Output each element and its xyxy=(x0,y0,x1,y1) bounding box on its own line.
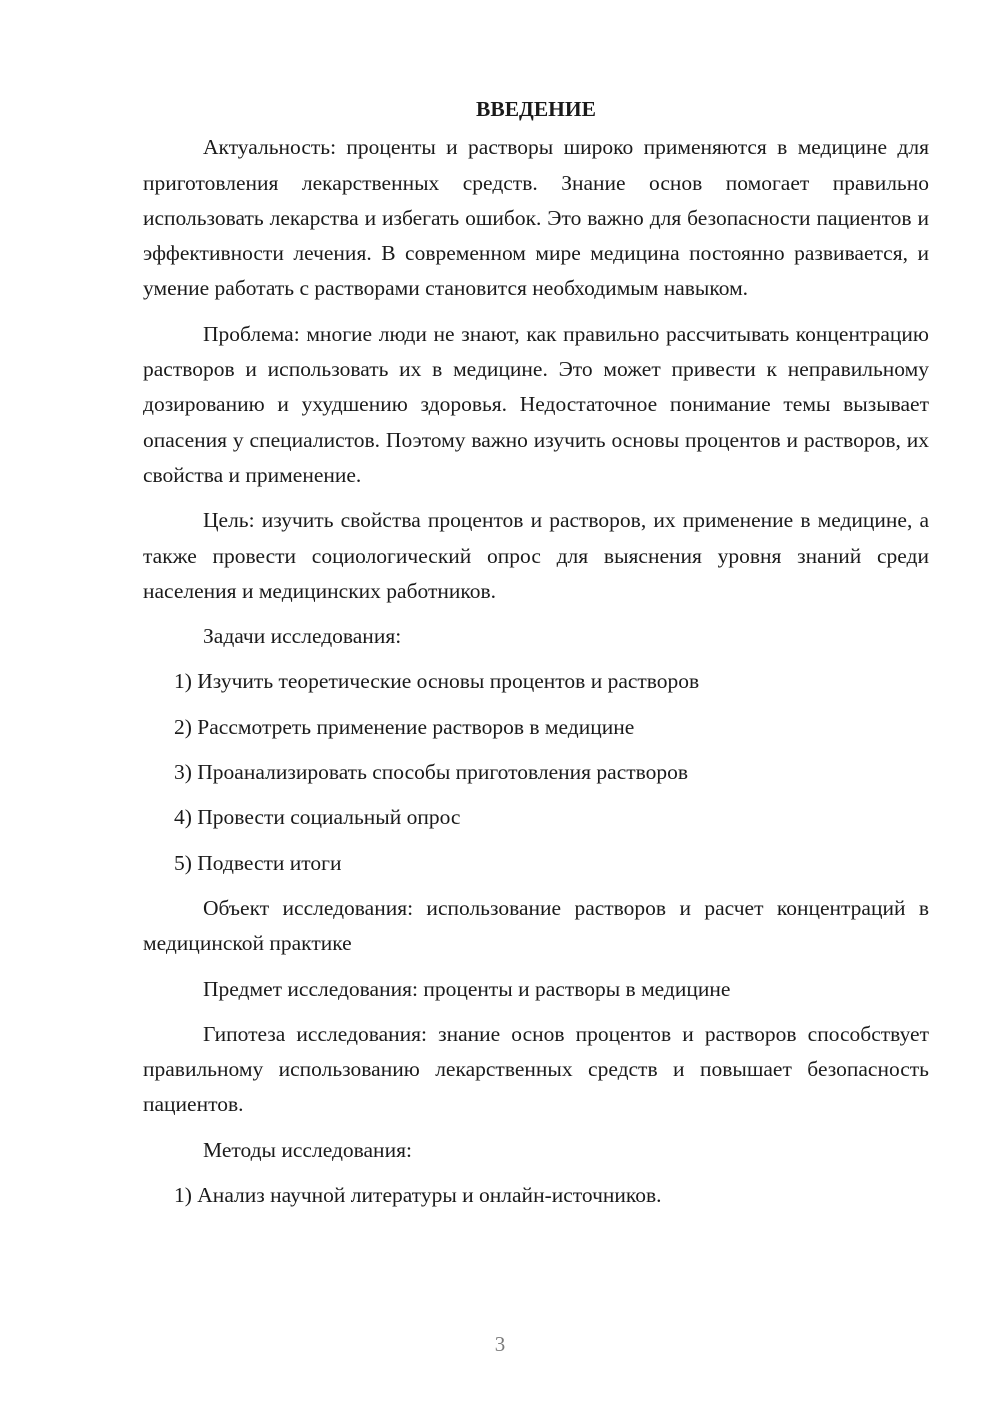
tasks-list xyxy=(143,664,929,880)
section-title: ВВЕДЕНИЕ xyxy=(476,97,596,121)
paragraph-subject: Предмет исследования: проценты и растворы в медицине xyxy=(203,976,731,1001)
paragraph-relevance: Актуальность: проценты и растворы широко применяются в медицине для приготовления лекарственных средств. Знание основ помогает правильно использовать лекарства и избегать ошибок. Это важно для безопасности пациентов и эффективности лечения. В современном мире медицина постоянно развивается, и умение работать с растворами становится необходимым навыком. xyxy=(143,135,929,301)
methods-heading: Методы исследования: xyxy=(203,1137,412,1162)
tasks-heading: Задачи исследования: xyxy=(203,624,402,649)
list-item: 4) Провести социальный опрос xyxy=(174,805,461,830)
document-page xyxy=(143,92,929,1223)
paragraph-goal: Цель: изучить свойства процентов и растворов, их применение в медицине, а также провести социологический опрос для выяснения уровня знаний среди населения и медицинских работников. xyxy=(143,508,929,603)
page-number: 3 xyxy=(494,1332,506,1356)
methods-list xyxy=(143,1178,929,1213)
list-item: 2) Рассмотреть применение растворов в медицине xyxy=(174,714,635,739)
list-item: 5) Подвести итоги xyxy=(174,850,342,875)
list-item: 1) Анализ научной литературы и онлайн-источников. xyxy=(174,1183,662,1208)
paragraph-hypothesis: Гипотеза исследования: знание основ процентов и растворов способствует правильному использованию лекарственных средств и повышает безопасность пациентов. xyxy=(143,1021,929,1117)
list-item: 1) Изучить теоретические основы процентов и растворов xyxy=(174,669,700,694)
paragraph-object: Объект исследования: использование растворов и расчет концентраций в медицинской практике xyxy=(143,895,929,956)
paragraph-problem: Проблема: многие люди не знают, как правильно рассчитывать концентрацию растворов и использовать их в медицине. Это может привести к неправильному дозированию и ухудшению здоровья. Недостаточное понимание темы вызывает опасения у специалистов. Поэтому важно изучить основы процентов и растворов, их свойства и применение. xyxy=(143,321,929,487)
list-item: 3) Проанализировать способы приготовления растворов xyxy=(174,760,689,785)
